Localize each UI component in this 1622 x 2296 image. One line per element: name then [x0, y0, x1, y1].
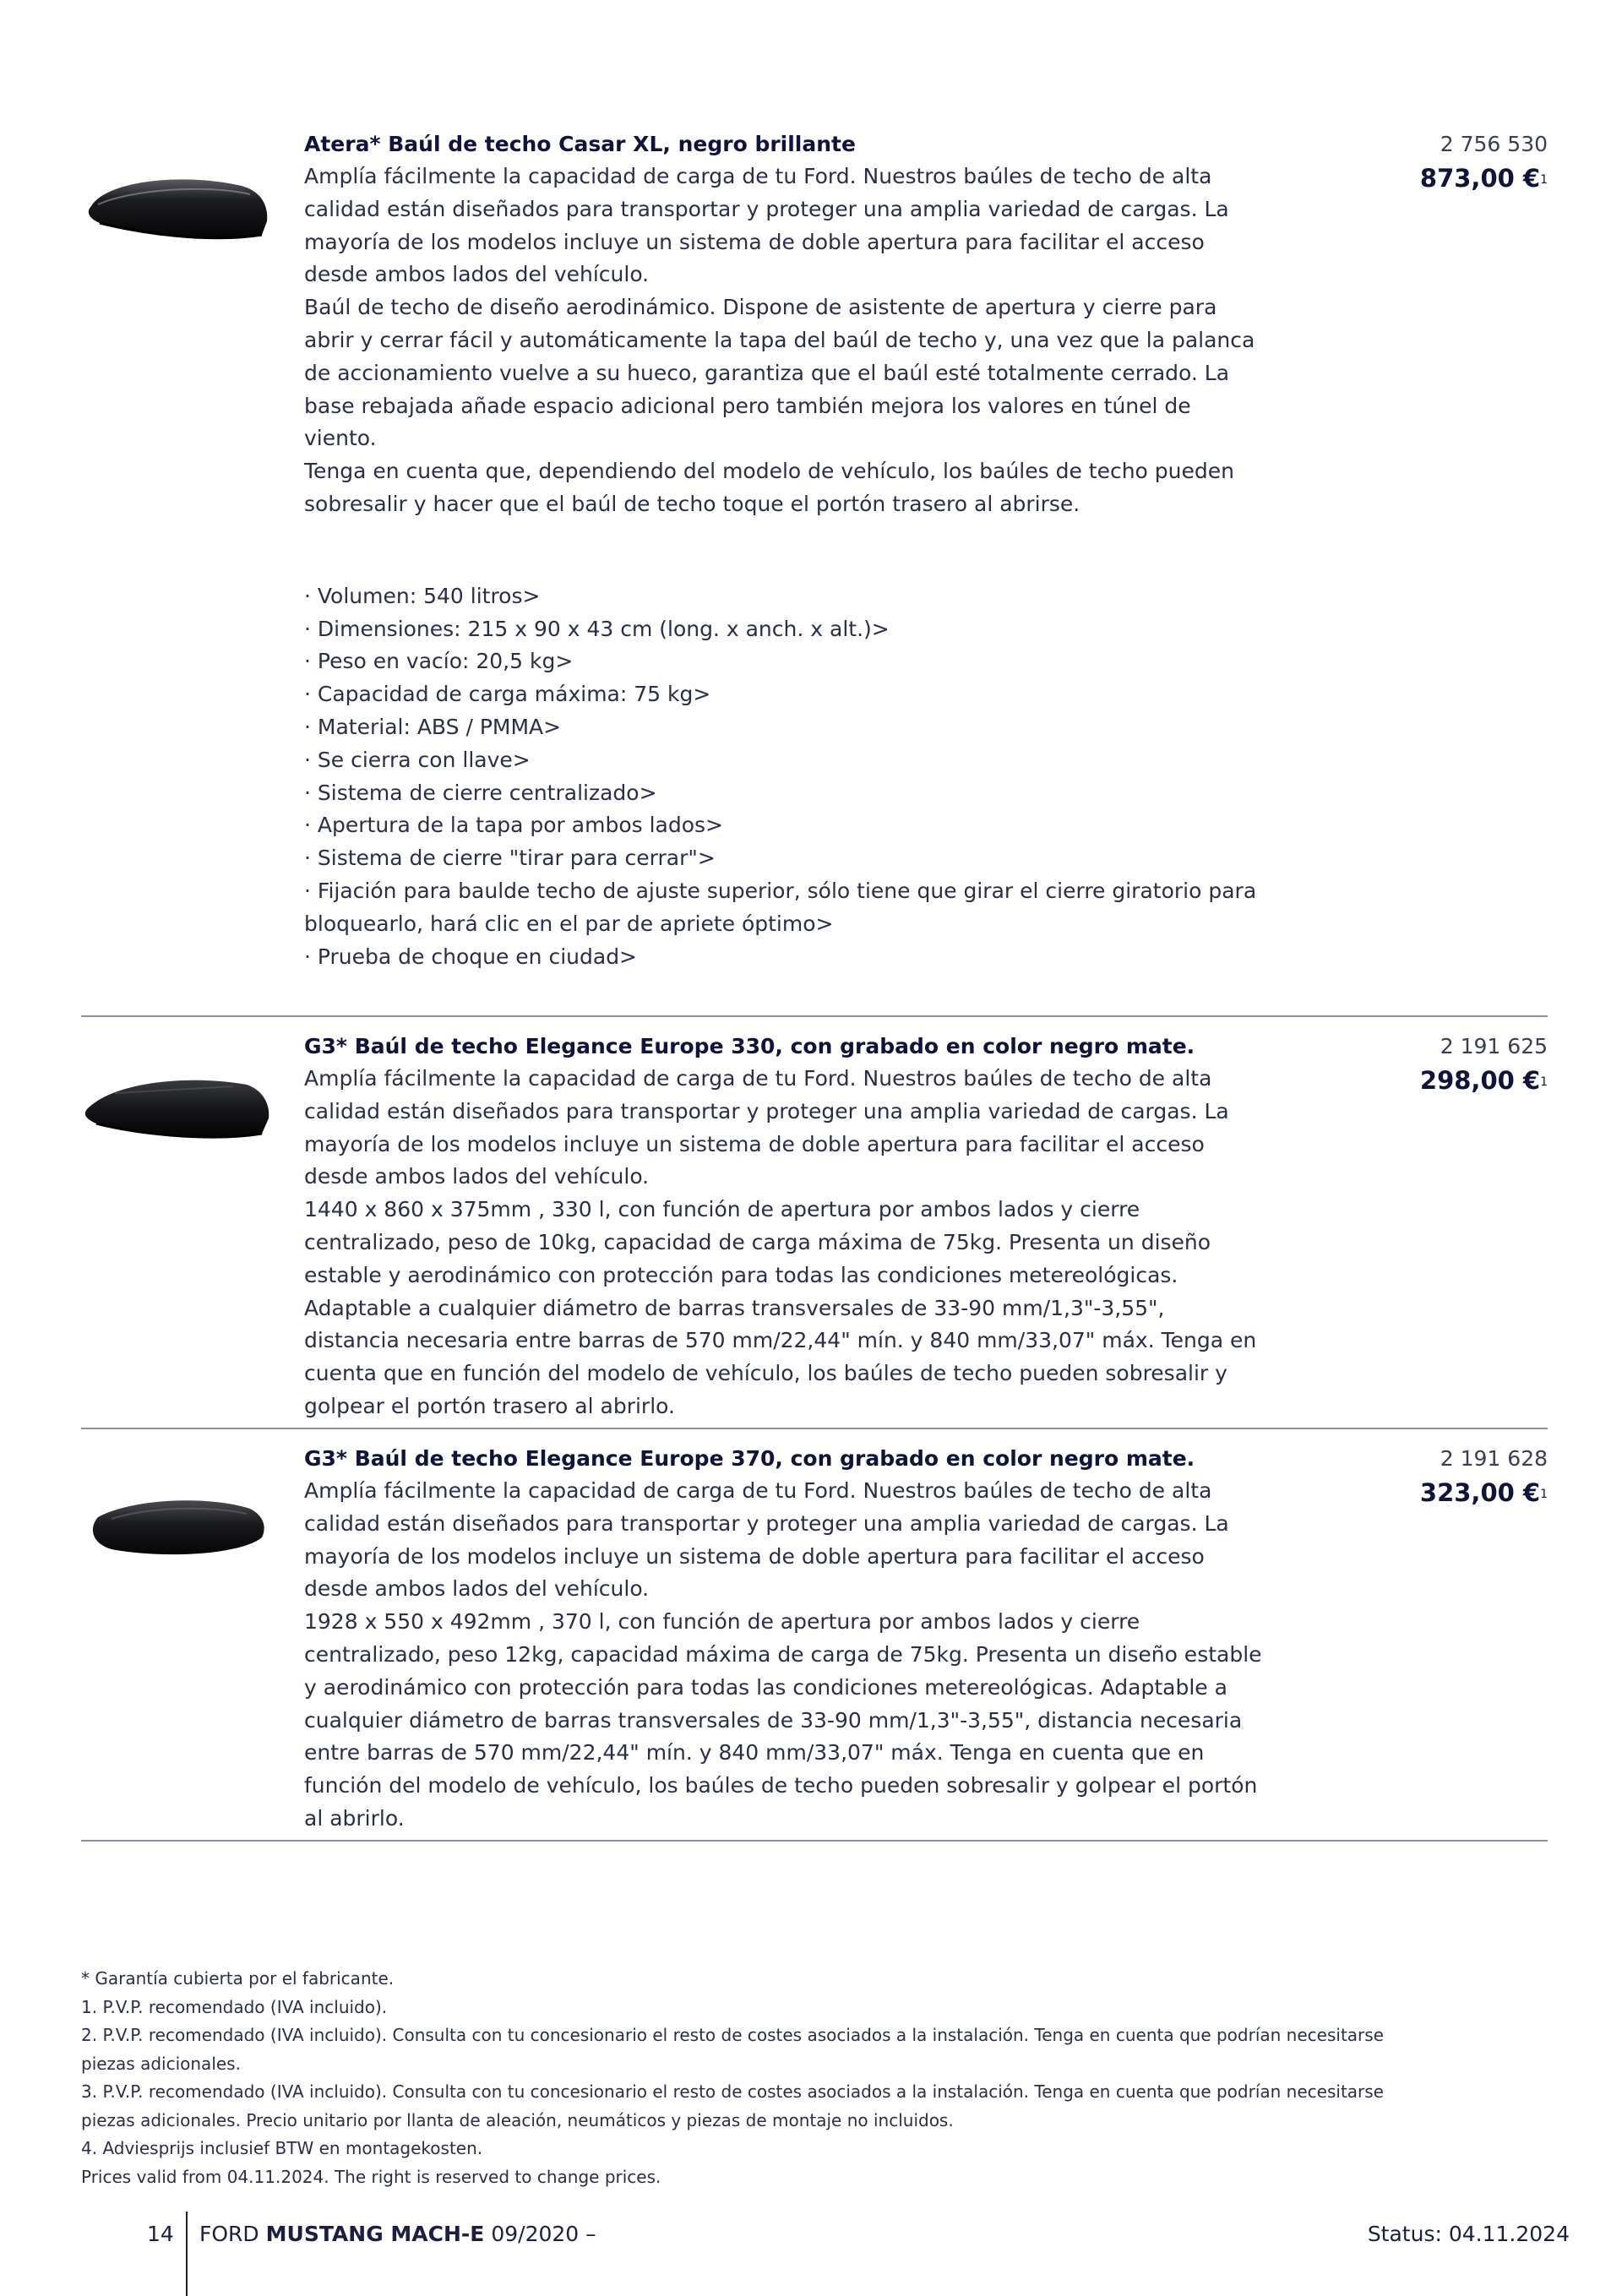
roof-box-image — [81, 162, 275, 258]
product-2 — [81, 1031, 1548, 1428]
spec-item: · Material: ABS / PMMA> — [304, 714, 562, 739]
spec-item: · Volumen: 540 litros> — [304, 583, 541, 608]
brand-name: FORD — [199, 2222, 259, 2246]
footnote: Prices valid from 04.11.2024. The right is reserved to change prices. — [81, 2166, 661, 2187]
desc-line: estable y aerodinámico con protección para todas las condiciones metereológicas. — [304, 1262, 1178, 1287]
part-number: 2 191 625 — [1440, 1034, 1548, 1058]
desc-line: centralizado, peso de 10kg, capacidad de carga máxima de 75kg. Presenta un diseño — [304, 1229, 1211, 1254]
page-number: 14 — [147, 2222, 174, 2246]
product-1 — [81, 128, 1548, 973]
desc-line: viento. — [304, 426, 377, 451]
footnote: * Garantía cubierta por el fabricante. — [81, 1968, 395, 1989]
document-title — [199, 2222, 596, 2246]
product-specs — [304, 580, 1352, 974]
desc-line: función del modelo de vehículo, los baúles de techo pueden sobresalir y golpear el portón — [304, 1773, 1258, 1798]
price-value: 298,00 € — [1419, 1066, 1541, 1095]
desc-line: Amplía fácilmente la capacidad de carga de tu Ford. Nuestros baúles de techo de alta — [304, 1478, 1212, 1503]
desc-line: Amplía fácilmente la capacidad de carga de tu Ford. Nuestros baúles de techo de alta — [304, 1066, 1212, 1091]
divider — [81, 1015, 1548, 1017]
desc-line: Amplía fácilmente la capacidad de carga de tu Ford. Nuestros baúles de techo de alta — [304, 164, 1212, 188]
status-date: Status: 04.11.2024 — [1367, 2222, 1570, 2246]
footnote: 3. P.V.P. recomendado (IVA incluido). Consulta con tu concesionario el resto de costes asociados a la instalación. Tenga en cuenta que podrían necesitarse — [81, 2081, 1384, 2102]
desc-line: mayoría de los modelos incluye un sistema de doble apertura para facilitar el acceso — [304, 229, 1205, 254]
price-footnote-ref: 1 — [1540, 1488, 1548, 1501]
desc-line: cuenta que en función del modelo de vehículo, los baúles de techo pueden sobresalir y — [304, 1361, 1227, 1386]
spec-item: · Se cierra con llave> — [304, 747, 531, 772]
divider — [81, 1428, 1548, 1429]
desc-line: 1928 x 550 x 492mm , 370 l, con función de apertura por ambos lados y cierre — [304, 1609, 1140, 1635]
footnote: piezas adicionales. — [81, 2053, 241, 2074]
spec-item: · Sistema de cierre centralizado> — [304, 780, 657, 805]
spec-item: · Prueba de choque en ciudad> — [304, 944, 638, 969]
roof-box-image — [81, 1056, 275, 1161]
price — [1420, 1475, 1548, 1510]
desc-line: centralizado, peso 12kg, capacidad máxima de carga de 75kg. Presenta un diseño estable — [304, 1641, 1262, 1667]
desc-line: calidad están diseñados para transportar y proteger una amplia variedad de cargas. La — [304, 1098, 1229, 1124]
part-number: 2 756 530 — [1440, 132, 1548, 156]
product-title: Atera* Baúl de techo Casar XL, negro brillante — [304, 132, 856, 156]
desc-line: desde ambos lados del vehículo. — [304, 1164, 650, 1189]
part-number: 2 191 628 — [1440, 1446, 1548, 1471]
product-3 — [81, 1443, 1548, 1848]
desc-line: base rebajada añade espacio adicional pero también mejora los valores en túnel de — [304, 393, 1191, 418]
product-3-meta — [1420, 1443, 1548, 1510]
desc-line: Tenga en cuenta que, dependiendo del modelo de vehículo, los baúles de techo pueden — [304, 459, 1234, 484]
desc-line: desde ambos lados del vehículo. — [304, 1576, 650, 1602]
page-footer — [0, 2212, 1622, 2296]
footnote: piezas adicionales. Precio unitario por llanta de aleación, neumáticos y piezas de montaje no incluidos. — [81, 2109, 954, 2130]
edition: 09/2020 – — [491, 2222, 596, 2246]
spec-item: · Sistema de cierre "tirar para cerrar"> — [304, 846, 716, 871]
product-title: G3* Baúl de techo Elegance Europe 330, con grabado en color negro mate. — [304, 1034, 1195, 1058]
product-title: G3* Baúl de techo Elegance Europe 370, con grabado en color negro mate. — [304, 1446, 1195, 1471]
product-3-content — [304, 1443, 1352, 1836]
desc-line: entre barras de 570 mm/22,44" mín. y 840 mm/33,07" máx. Tenga en cuenta que en — [304, 1740, 1205, 1766]
desc-line: al abrirlo. — [304, 1805, 405, 1831]
desc-line: distancia necesaria entre barras de 570 mm/22,44" mín. y 840 mm/33,07" máx. Tenga en — [304, 1328, 1257, 1353]
spec-item: · Apertura de la tapa por ambos lados> — [304, 813, 723, 838]
desc-line: calidad están diseñados para transportar y proteger una amplia variedad de cargas. La — [304, 1510, 1229, 1536]
spec-item: · Dimensiones: 215 x 90 x 43 cm (long. x anch. x alt.)> — [304, 616, 890, 641]
spec-item: · Peso en vacío: 20,5 kg> — [304, 649, 574, 674]
desc-line: sobresalir y hacer que el baúl de techo toque el portón trasero al abrirse. — [304, 491, 1080, 516]
desc-line: 1440 x 860 x 375mm , 330 l, con función de apertura por ambos lados y cierre — [304, 1197, 1140, 1222]
footnote: 4. Adviesprijs inclusief BTW en montagekosten. — [81, 2138, 483, 2158]
footnote: 1. P.V.P. recomendado (IVA incluido). — [81, 1996, 388, 2017]
product-1-content — [304, 128, 1352, 973]
desc-line: y aerodinámico con protección para todas las condiciones metereológicas. Adaptable a — [304, 1674, 1227, 1700]
desc-line: mayoría de los modelos incluye un sistema de doble apertura para facilitar el acceso — [304, 1543, 1205, 1569]
model-name: MUSTANG MACH-E — [265, 2222, 485, 2246]
spec-item: bloquearlo, hará clic en el par de apriete óptimo> — [304, 911, 834, 936]
product-description — [304, 1063, 1352, 1423]
desc-line: golpear el portón trasero al abrirlo. — [304, 1393, 675, 1418]
divider — [81, 1840, 1548, 1842]
price-value: 323,00 € — [1419, 1478, 1541, 1507]
product-description — [304, 161, 1352, 521]
price — [1420, 1063, 1548, 1098]
price-value: 873,00 € — [1419, 164, 1541, 193]
price-footnote-ref: 1 — [1540, 173, 1548, 187]
product-1-meta — [1420, 128, 1548, 196]
product-description — [304, 1475, 1352, 1836]
price — [1420, 161, 1548, 196]
price-footnote-ref: 1 — [1540, 1075, 1548, 1089]
product-2-content — [304, 1031, 1352, 1423]
desc-line: Adaptable a cualquier diámetro de barras transversales de 33-90 mm/1,3"-3,55", — [304, 1295, 1165, 1320]
desc-line: desde ambos lados del vehículo. — [304, 262, 650, 287]
desc-line: Baúl de techo de diseño aerodinámico. Dispone de asistente de apertura y cierre para — [304, 295, 1217, 320]
desc-line: abrir y cerrar fácil y automáticamente la tapa del baúl de techo y, una vez que la palanca — [304, 327, 1255, 352]
desc-line: de accionamiento vuelve a su hueco, garantiza que el baúl esté totalmente cerrado. La — [304, 360, 1230, 385]
footnote: 2. P.V.P. recomendado (IVA incluido). Consulta con tu concesionario el resto de costes asociados a la instalación. Tenga en cuenta que podrían necesitarse — [81, 2025, 1384, 2045]
footnotes — [81, 1965, 1551, 2191]
spec-item: · Capacidad de carga máxima: 75 kg> — [304, 682, 711, 707]
spec-item: · Fijación para baulde techo de ajuste superior, sólo tiene que girar el cierre giratorio para — [304, 878, 1257, 903]
product-2-meta — [1420, 1031, 1548, 1098]
roof-box-image — [81, 1480, 275, 1576]
desc-line: mayoría de los modelos incluye un sistema de doble apertura para facilitar el acceso — [304, 1131, 1205, 1156]
footer-divider — [186, 2212, 188, 2296]
desc-line: cualquier diámetro de barras transversales de 33-90 mm/1,3"-3,55", distancia necesaria — [304, 1707, 1243, 1733]
desc-line: calidad están diseñados para transportar y proteger una amplia variedad de cargas. La — [304, 196, 1229, 221]
